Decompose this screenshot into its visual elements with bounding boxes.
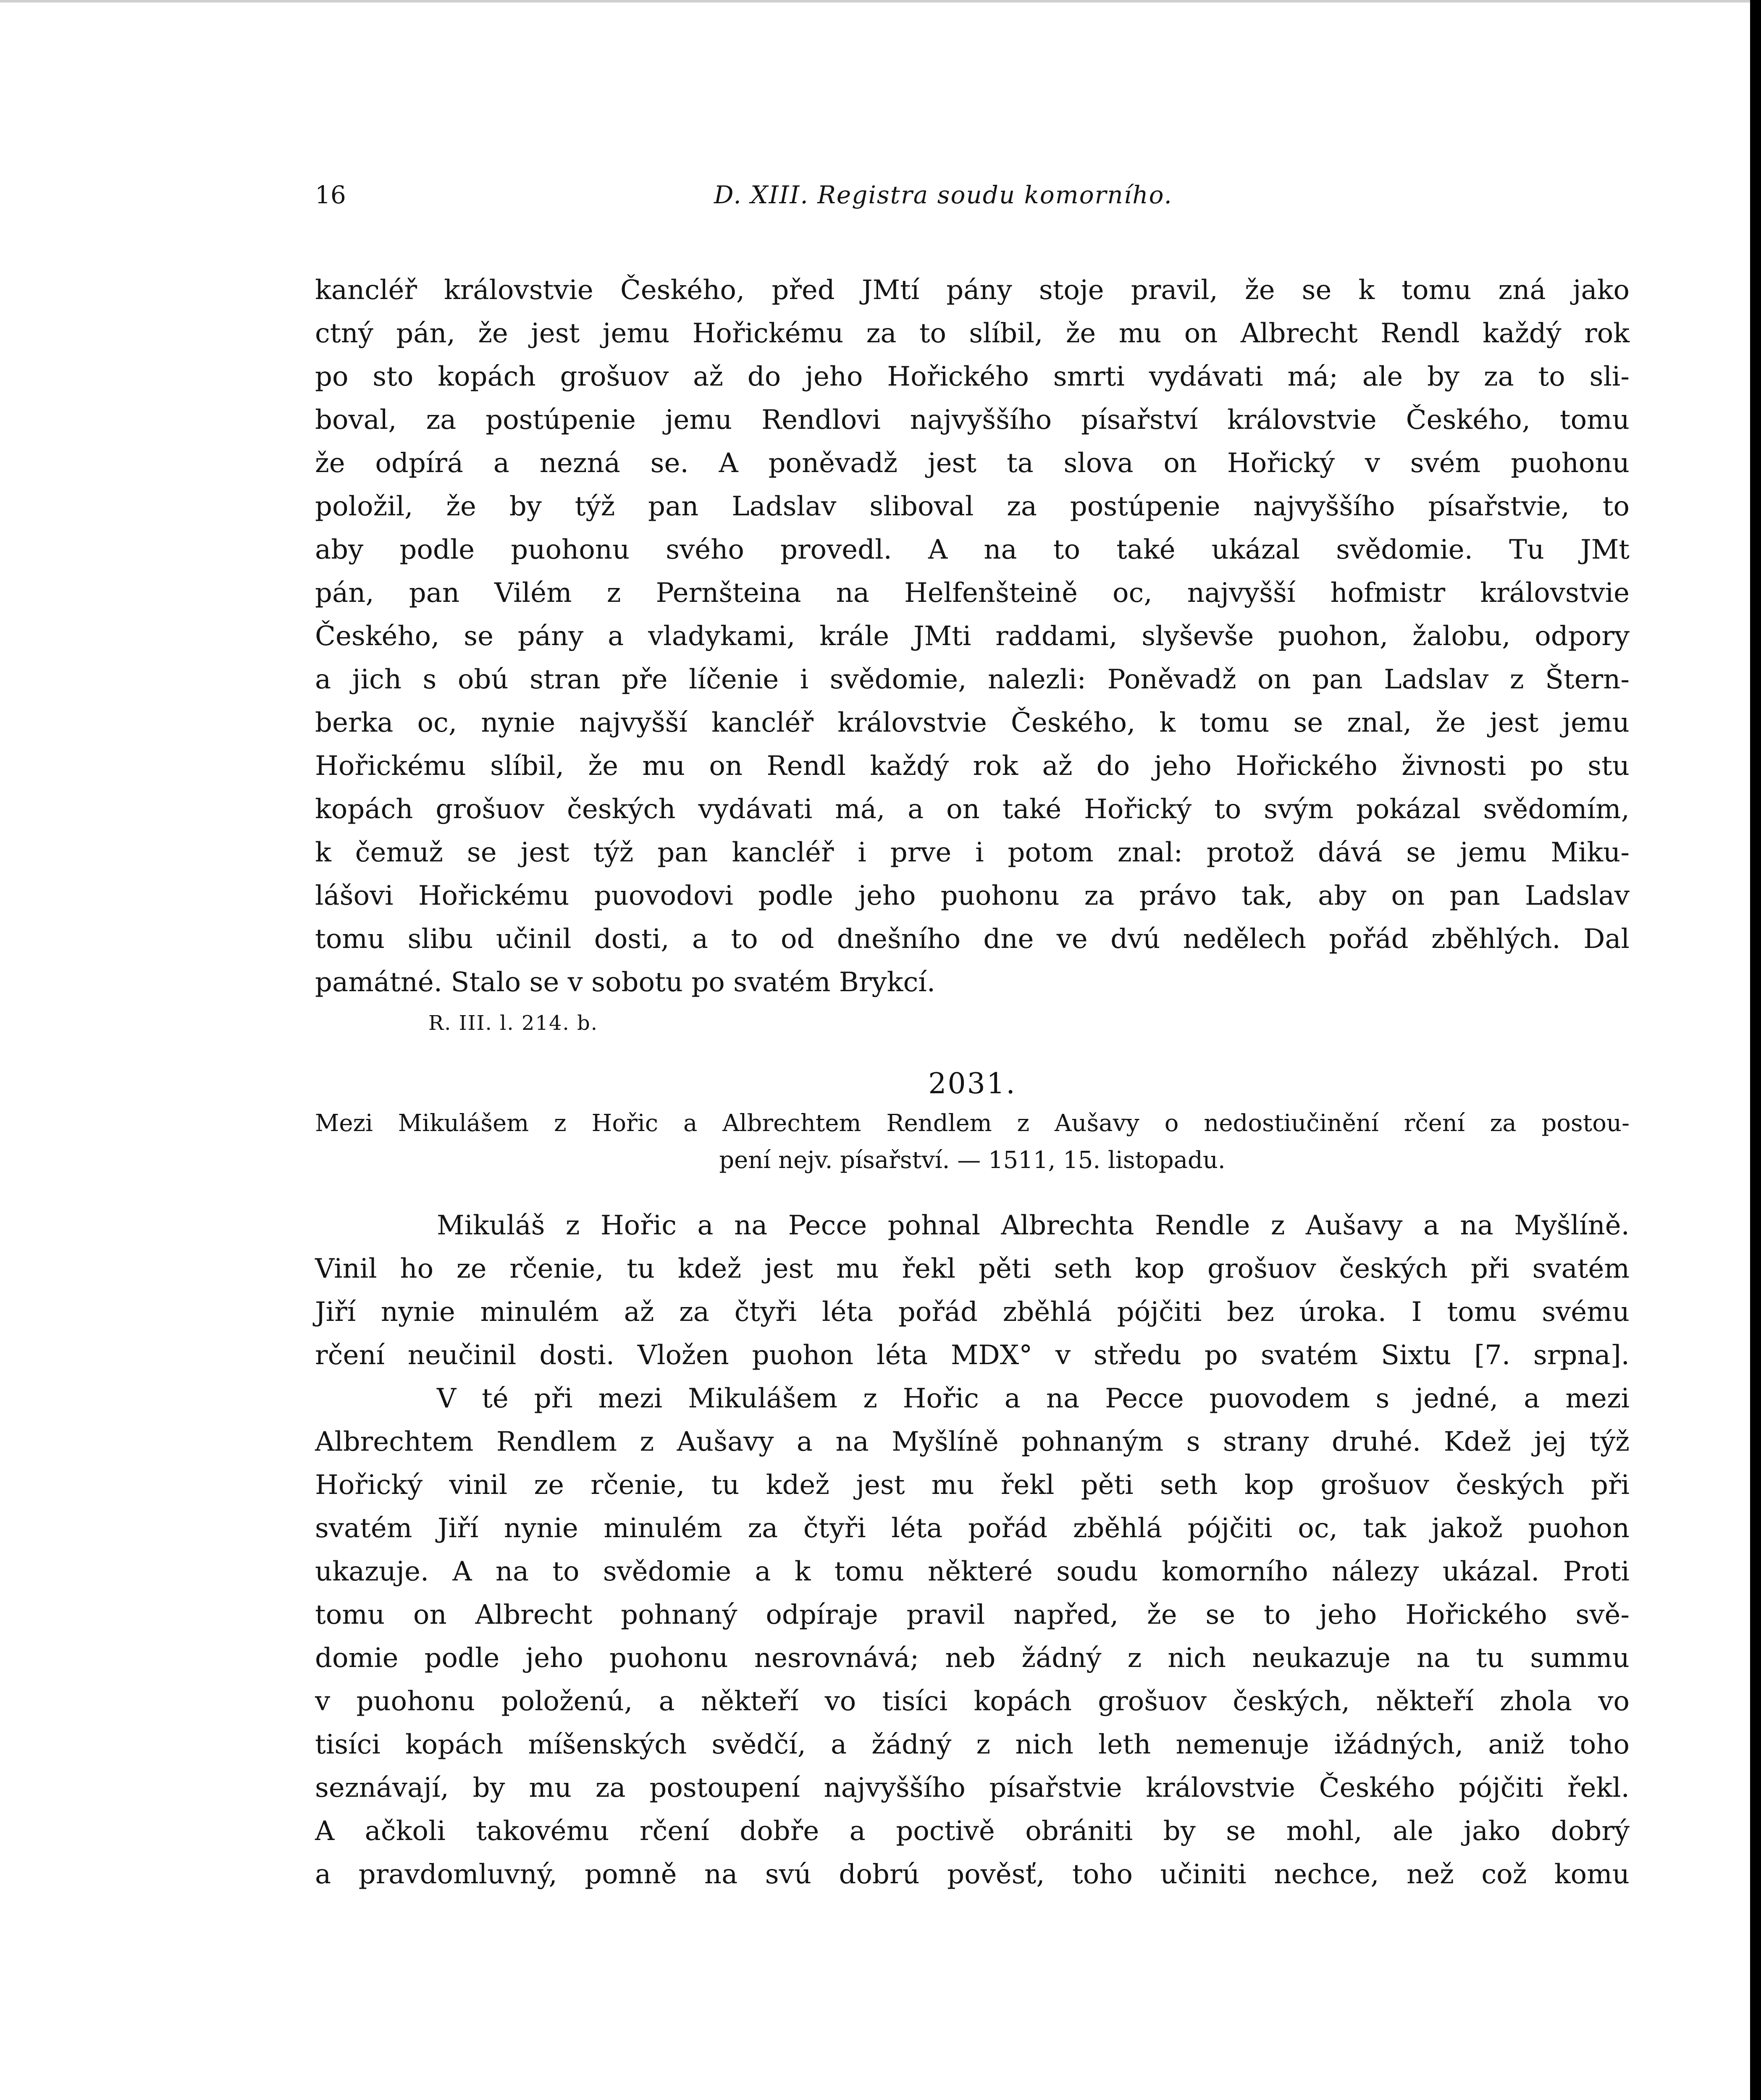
text-line: kopách grošuov českých vydávati má, a on také Hořický to svým pokázal svědomím, <box>315 794 1630 825</box>
text-line: Albrechtem Rendlem z Aušavy a na Myšlíně pohnaným s strany druhé. Kdež jej týž <box>315 1426 1630 1457</box>
text-line: lášovi Hořickému puovodovi podle jeho puohonu za právo tak, aby on pan Ladslav <box>315 880 1630 911</box>
text-line: v puohonu položenú, a někteří vo tisíci kopách grošuov českých, někteří zhola vo <box>315 1686 1630 1717</box>
text-line: domie podle jeho puohonu nesrovnává; neb žádný z nich neukazuje na tu summu <box>315 1643 1630 1674</box>
text-line: berka oc, nynie najvyšší kancléř královstvie Českého, k tomu se znal, že jest jemu <box>315 707 1630 738</box>
entry-number: 2031. <box>928 1067 1016 1100</box>
summary-line: pení nejv. písařství. — 1511, 15. listopadu. <box>719 1147 1226 1174</box>
scan-right-border <box>1750 0 1761 2100</box>
text-line: ctný pán, že jest jemu Hořickému za to slíbil, že mu on Albrecht Rendl každý rok <box>315 318 1630 349</box>
summary-line: Mezi Mikulášem z Hořic a Albrechtem Rendlem z Aušavy o nedostiučinění rčení za postou- <box>315 1110 1630 1137</box>
text-line: tisíci kopách míšenských svědčí, a žádný z nich leth nemenuje ižádných, aniž toho <box>315 1729 1630 1760</box>
text-line: Mikuláš z Hořic a na Pecce pohnal Albrechta Rendle z Aušavy a na Myšlíně. <box>437 1210 1630 1241</box>
page-header <box>315 181 1630 218</box>
entry-body <box>315 1204 1630 1896</box>
text-line: a pravdomluvný, pomně na svú dobrú pověsť, toho učiniti nechce, než což komu <box>315 1859 1630 1890</box>
text-line: a jich s obú stran pře líčenie i svědomie, nalezli: Poněvadž on pan Ladslav z Štern- <box>315 664 1630 695</box>
text-line: kancléř královstvie Českého, před JMtí pány stoje pravil, že se k tomu zná jako <box>315 275 1630 306</box>
text-line: památné. Stalo se v sobotu po svatém Brykcí. <box>315 967 936 998</box>
text-line: tomu slibu učinil dosti, a to od dnešního dne ve dvú nedělech pořád zběhlých. Dal <box>315 924 1630 955</box>
text-line: V té při mezi Mikulášem z Hořic a na Pecce puovodem s jedné, a mezi <box>437 1383 1630 1414</box>
source-reference: R. III. l. 214. b. <box>428 1011 598 1035</box>
text-line: po sto kopách grošuov až do jeho Hořického smrti vydávati má; ale by za to sli- <box>315 361 1630 392</box>
running-title: D. XIII. Registra soudu komorního. <box>714 181 1173 209</box>
text-line: A ačkoli takovému rčení dobře a poctivě obrániti by se mohl, ale jako dobrý <box>315 1816 1630 1847</box>
entry-summary <box>315 1105 1630 1179</box>
text-line: Českého, se pány a vladykami, krále JMti raddami, slyševše puohon, žalobu, odpory <box>315 621 1630 652</box>
text-line: ukazuje. A na to svědomie a k tomu některé soudu komorního nálezy ukázal. Proti <box>315 1556 1630 1587</box>
text-line: seznávají, by mu za postoupení najvyššího písařstvie královstvie Českého pójčiti řekl. <box>315 1772 1630 1803</box>
text-line: Hořický vinil ze rčenie, tu kdež jest mu řekl pěti seth kop grošuov českých při <box>315 1470 1630 1501</box>
text-line: Hořickému slíbil, že mu on Rendl každý rok až do jeho Hořického živnosti po stu <box>315 751 1630 782</box>
text-line: Jiří nynie minulém až za čtyři léta pořád zběhlá pójčiti bez úroka. I tomu svému <box>315 1297 1630 1328</box>
text-line: pán, pan Vilém z Pernšteina na Helfenšteině oc, najvyšší hofmistr královstvie <box>315 578 1630 609</box>
scan-top-edge <box>0 0 1761 3</box>
text-line: svatém Jiří nynie minulém za čtyři léta pořád zběhlá pójčiti oc, tak jakož puohon <box>315 1513 1630 1544</box>
text-line: aby podle puohonu svého provedl. A na to také ukázal svědomie. Tu JMt <box>315 534 1630 565</box>
page <box>315 181 1630 1896</box>
text-line: položil, že by týž pan Ladslav sliboval za postúpenie najvyššího písařstvie, to <box>315 491 1630 522</box>
text-line: rčení neučinil dosti. Vložen puohon léta MDX° v středu po svatém Sixtu [7. srpna]. <box>315 1340 1630 1371</box>
text-line: že odpírá a nezná se. A poněvadž jest ta slova on Hořický v svém puohonu <box>315 448 1630 479</box>
text-line: k čemuž se jest týž pan kancléř i prve i potom znal: protož dává se jemu Miku- <box>315 837 1630 868</box>
continuation-paragraph <box>315 269 1630 1004</box>
text-line: boval, za postúpenie jemu Rendlovi najvyššího písařství královstvie Českého, tomu <box>315 404 1630 436</box>
page-number: 16 <box>315 181 346 209</box>
text-line: Vinil ho ze rčenie, tu kdež jest mu řekl pěti seth kop grošuov českých při svatém <box>315 1253 1630 1284</box>
text-line: tomu on Albrecht pohnaný odpíraje pravil napřed, že se to jeho Hořického svě- <box>315 1599 1630 1630</box>
